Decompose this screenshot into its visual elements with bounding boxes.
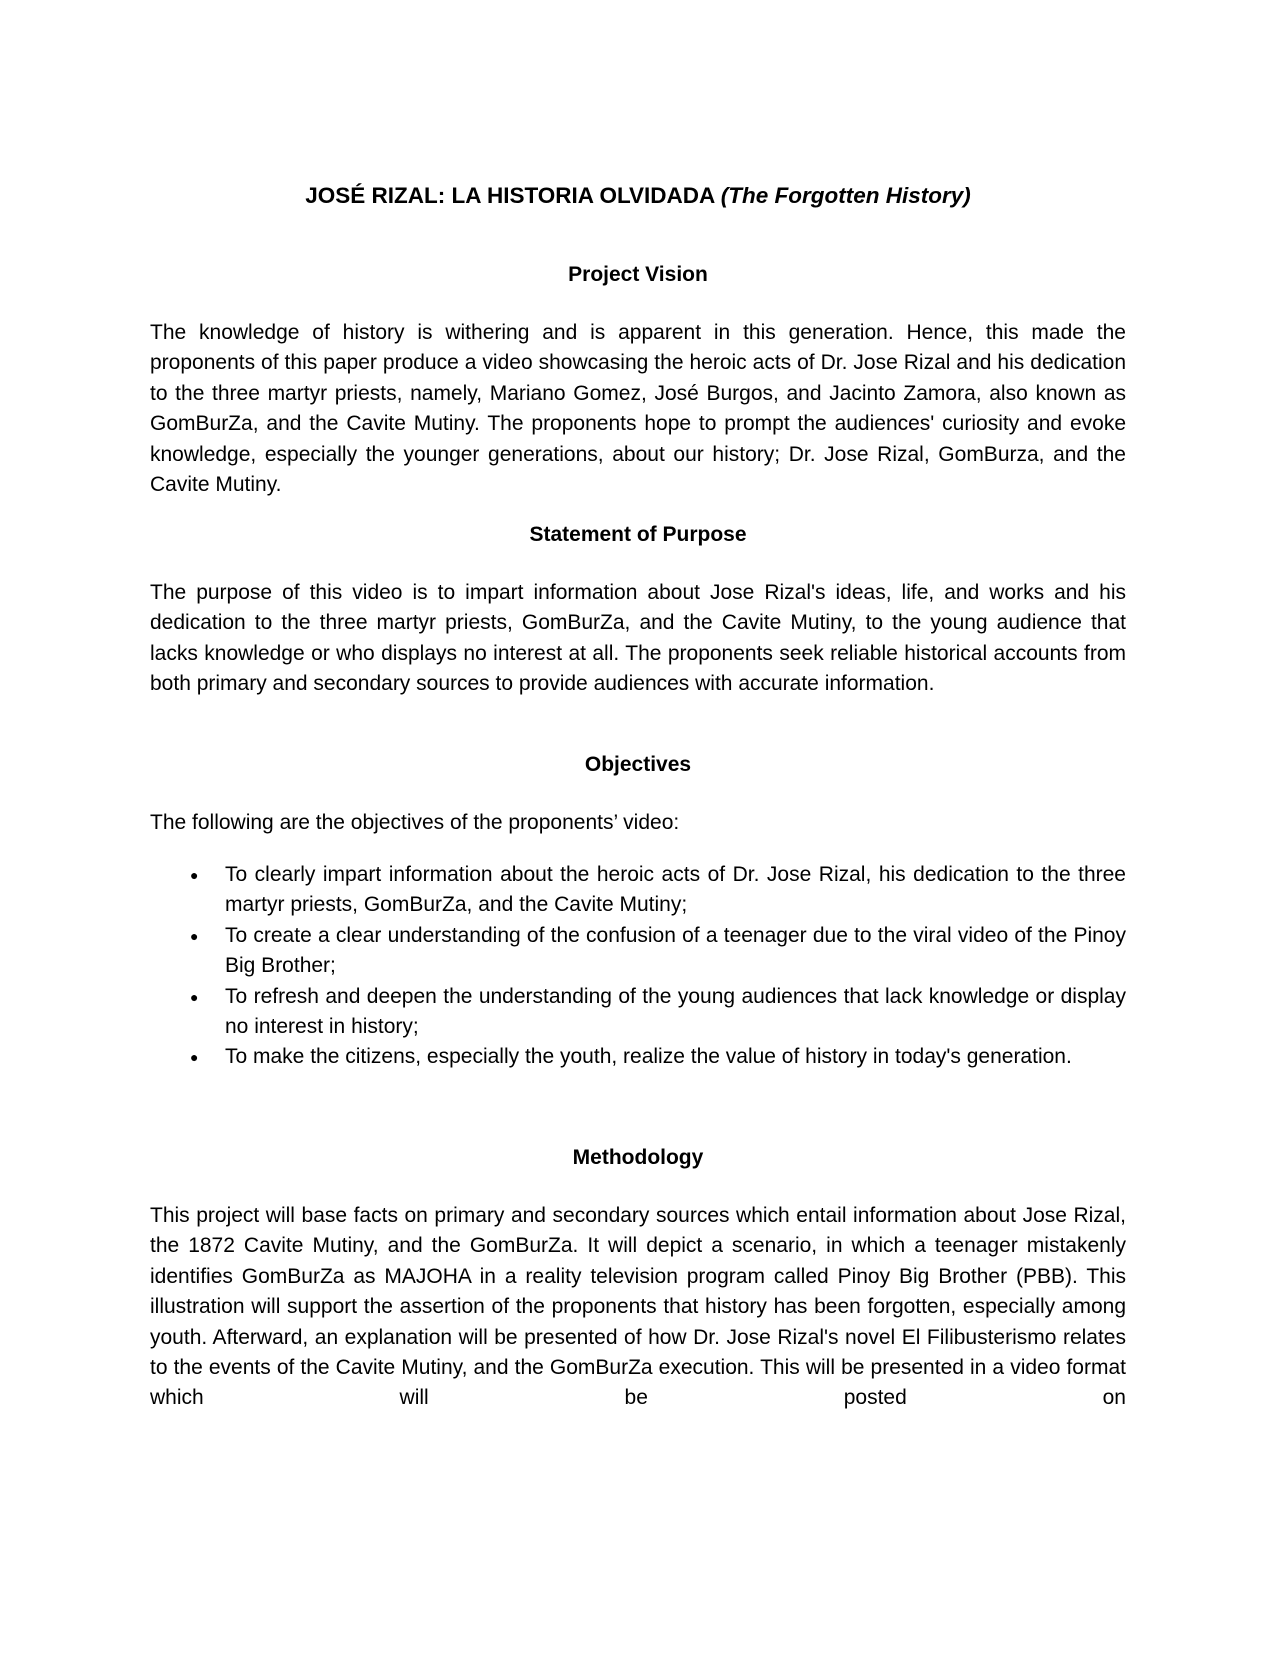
list-item: ● To refresh and deepen the understanding of the young audiences that lack knowledge or display no interest in history; [150,982,1126,1043]
document-page [150,0,1126,1656]
methodology-paragraph: This project will base facts on primary and secondary sources which entail information about Jose Rizal, the 1872 Cavite Mutiny, and the GomBurZa. It will depict a scenario, in which a teenager mistakenly identifies GomBurZa as MAJOHA in a reality television program called Pinoy Big Brother (PBB). This illustration will support the assertion of the proponents that history has been forgotten, especially among youth. Afterward, an explanation will be presented of how Dr. Jose Rizal's novel El Filibusterismo relates to the events of the Cavite Mutiny, and the GomBurZa execution. This will be presented in a video format which will be posted on [150,1204,1126,1410]
bullet-icon: ● [190,988,199,1005]
list-item: ● To clearly impart information about the heroic acts of Dr. Jose Rizal, his dedication to the three martyr priests, GomBurZa, and the Cavite Mutiny; [150,860,1126,921]
list-item: ● To create a clear understanding of the confusion of a teenager due to the viral video of the Pinoy Big Brother; [150,921,1126,982]
objectives-list [150,860,1126,1073]
objectives-intro: The following are the objectives of the proponents’ video: [150,811,680,834]
heading-methodology: Methodology [572,1146,704,1169]
bullet-icon: ● [190,867,199,883]
project-vision-paragraph: The knowledge of history is withering and is apparent in this generation. Hence, this made the proponents of this paper produce a video showcasing the heroic acts of Dr. Jose Rizal and his dedication to the three martyr priests, namely, Mariano Gomez, José Burgos, and Jacinto Zamora, also known as GomBurZa, and the Cavite Mutiny. The proponents hope to prompt the audiences' curiosity and evoke knowledge, especially the younger generations, about our history; Dr. Jose Rizal, GomBurza, and the Cavite Mutiny. [150,321,1126,497]
document-title [150,181,1126,211]
title-main: JOSÉ RIZAL: LA HISTORIA OLVIDADA [305,183,715,208]
bullet-icon: ● [190,1049,199,1066]
heading-project-vision: Project Vision [568,263,708,286]
list-item: ● To make the citizens, especially the youth, realize the value of history in today's generation. [150,1042,1126,1072]
bullet-icon: ● [190,927,199,944]
heading-statement-of-purpose: Statement of Purpose [529,523,747,546]
title-subtitle: (The Forgotten History) [720,183,971,208]
heading-objectives: Objectives [584,753,692,776]
statement-of-purpose-paragraph: The purpose of this video is to impart information about Jose Rizal's ideas, life, and works and his dedication to the three martyr priests, GomBurZa, and the Cavite Mutiny, to the young audience that lacks knowledge or who displays no interest at all. The proponents seek reliable historical accounts from both primary and secondary sources to provide audiences with accurate information. [150,581,1126,696]
